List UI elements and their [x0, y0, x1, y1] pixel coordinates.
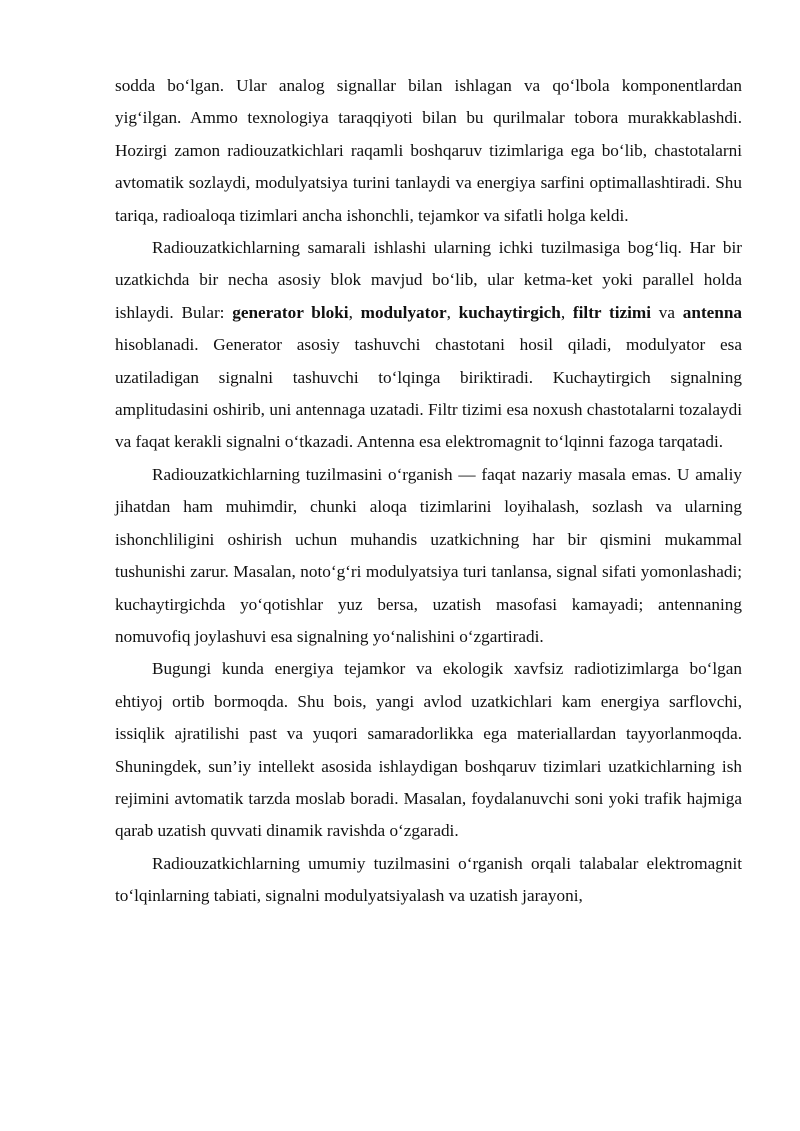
paragraph-5 — [115, 848, 742, 913]
term-generator-bloki: generator bloki — [232, 302, 349, 322]
paragraph-1 — [115, 70, 742, 232]
paragraph-text: Radiouzatkichlarning umumiy tuzilmasini o‘rganish orqali talabalar elektromagnit to‘lqinlarning tabiati, signalni modulyatsiyalash va uzatish jarayoni, — [115, 853, 742, 906]
separator: , — [446, 302, 459, 322]
document-page — [115, 70, 742, 913]
separator: va — [651, 302, 683, 322]
paragraph-3 — [115, 459, 742, 653]
separator: , — [348, 302, 361, 322]
paragraph-text: Radiouzatkichlarning samarali ishlashi ularning ichki tuzilmasiga bog‘liq. Har bir uzatkichda bir necha asosiy blok mavjud bo‘lib, ular ketma-ket yoki parallel holda ishlaydi. Bular: — [115, 238, 742, 322]
paragraph-text: sodda bo‘lgan. Ular analog signallar bilan ishlagan va qo‘lbola komponentlardan yig‘ilgan. Ammo texnologiya taraqqiyoti bilan bu qurilmalar tobora murakkablashdi. Hozirgi zamon radiouzatkichlari raqamli boshqaruv tizimlariga ega bo‘lib, chastotalarni avtomatik sozlaydi, modulyatsiya turini tanlaydi va energiya sarfini optimallashtiradi. Shu tariqa, radioaloqa tizimlari ancha ishonchli, tejamkor va sifatli holga keldi. — [115, 76, 742, 225]
paragraph-4 — [115, 653, 742, 847]
term-modulyator: modulyator — [360, 302, 447, 322]
term-filtr-tizimi: filtr tizimi — [572, 302, 652, 322]
term-antenna: antenna — [682, 302, 743, 322]
paragraph-text: Radiouzatkichlarning tuzilmasini o‘rganish — faqat nazariy masala emas. U amaliy jihatdan ham muhimdir, chunki aloqa tizimlarini loyihalash, sozlash va ularning ishonchliligini oshirish uchun muhandis uzatkichning har bir qismini mukammal tushunishi zarur. Masalan, noto‘g‘ri modulyatsiya turi tanlansa, signal sifati yomonlashadi; kuchaytirgichda yo‘qotishlar yuz bersa, uzatish masofasi kamayadi; antennaning nomuvofiq joylashuvi esa signalning yo‘nalishini o‘zgartiradi. — [115, 464, 742, 646]
separator: , — [560, 302, 573, 322]
term-kuchaytirgich: kuchaytirgich — [458, 302, 561, 322]
paragraph-2 — [115, 232, 742, 459]
paragraph-text: Bugungi kunda energiya tejamkor va ekologik xavfsiz radiotizimlarga bo‘lgan ehtiyoj ortib bormoqda. Shu bois, yangi avlod uzatkichlari kam energiya sarflovchi, issiqlik ajratilishi past va yuqori samaradorlikka ega materiallardan tayyorlanmoqda. Shuningdek, sun’iy intellekt asosida ishlaydigan boshqaruv tizimlari uzatkichlarning ish rejimini avtomatik tarzda moslab boradi. Masalan, foydalanuvchi soni yoki trafik hajmiga qarab uzatish quvvati dinamik ravishda o‘zgaradi. — [115, 659, 742, 841]
paragraph-text: hisoblanadi. Generator asosiy tashuvchi chastotani hosil qiladi, modulyator esa uzatiladigan signalni tashuvchi to‘lqinga biriktiradi. Kuchaytirgich signalning amplitudasini oshirib, uni antennaga uzatadi. Filtr tizimi esa noxush chastotalarni tozalaydi va faqat kerakli signalni o‘tkazadi. Antenna esa elektromagnit to‘lqinni fazoga tarqatadi. — [115, 335, 742, 452]
